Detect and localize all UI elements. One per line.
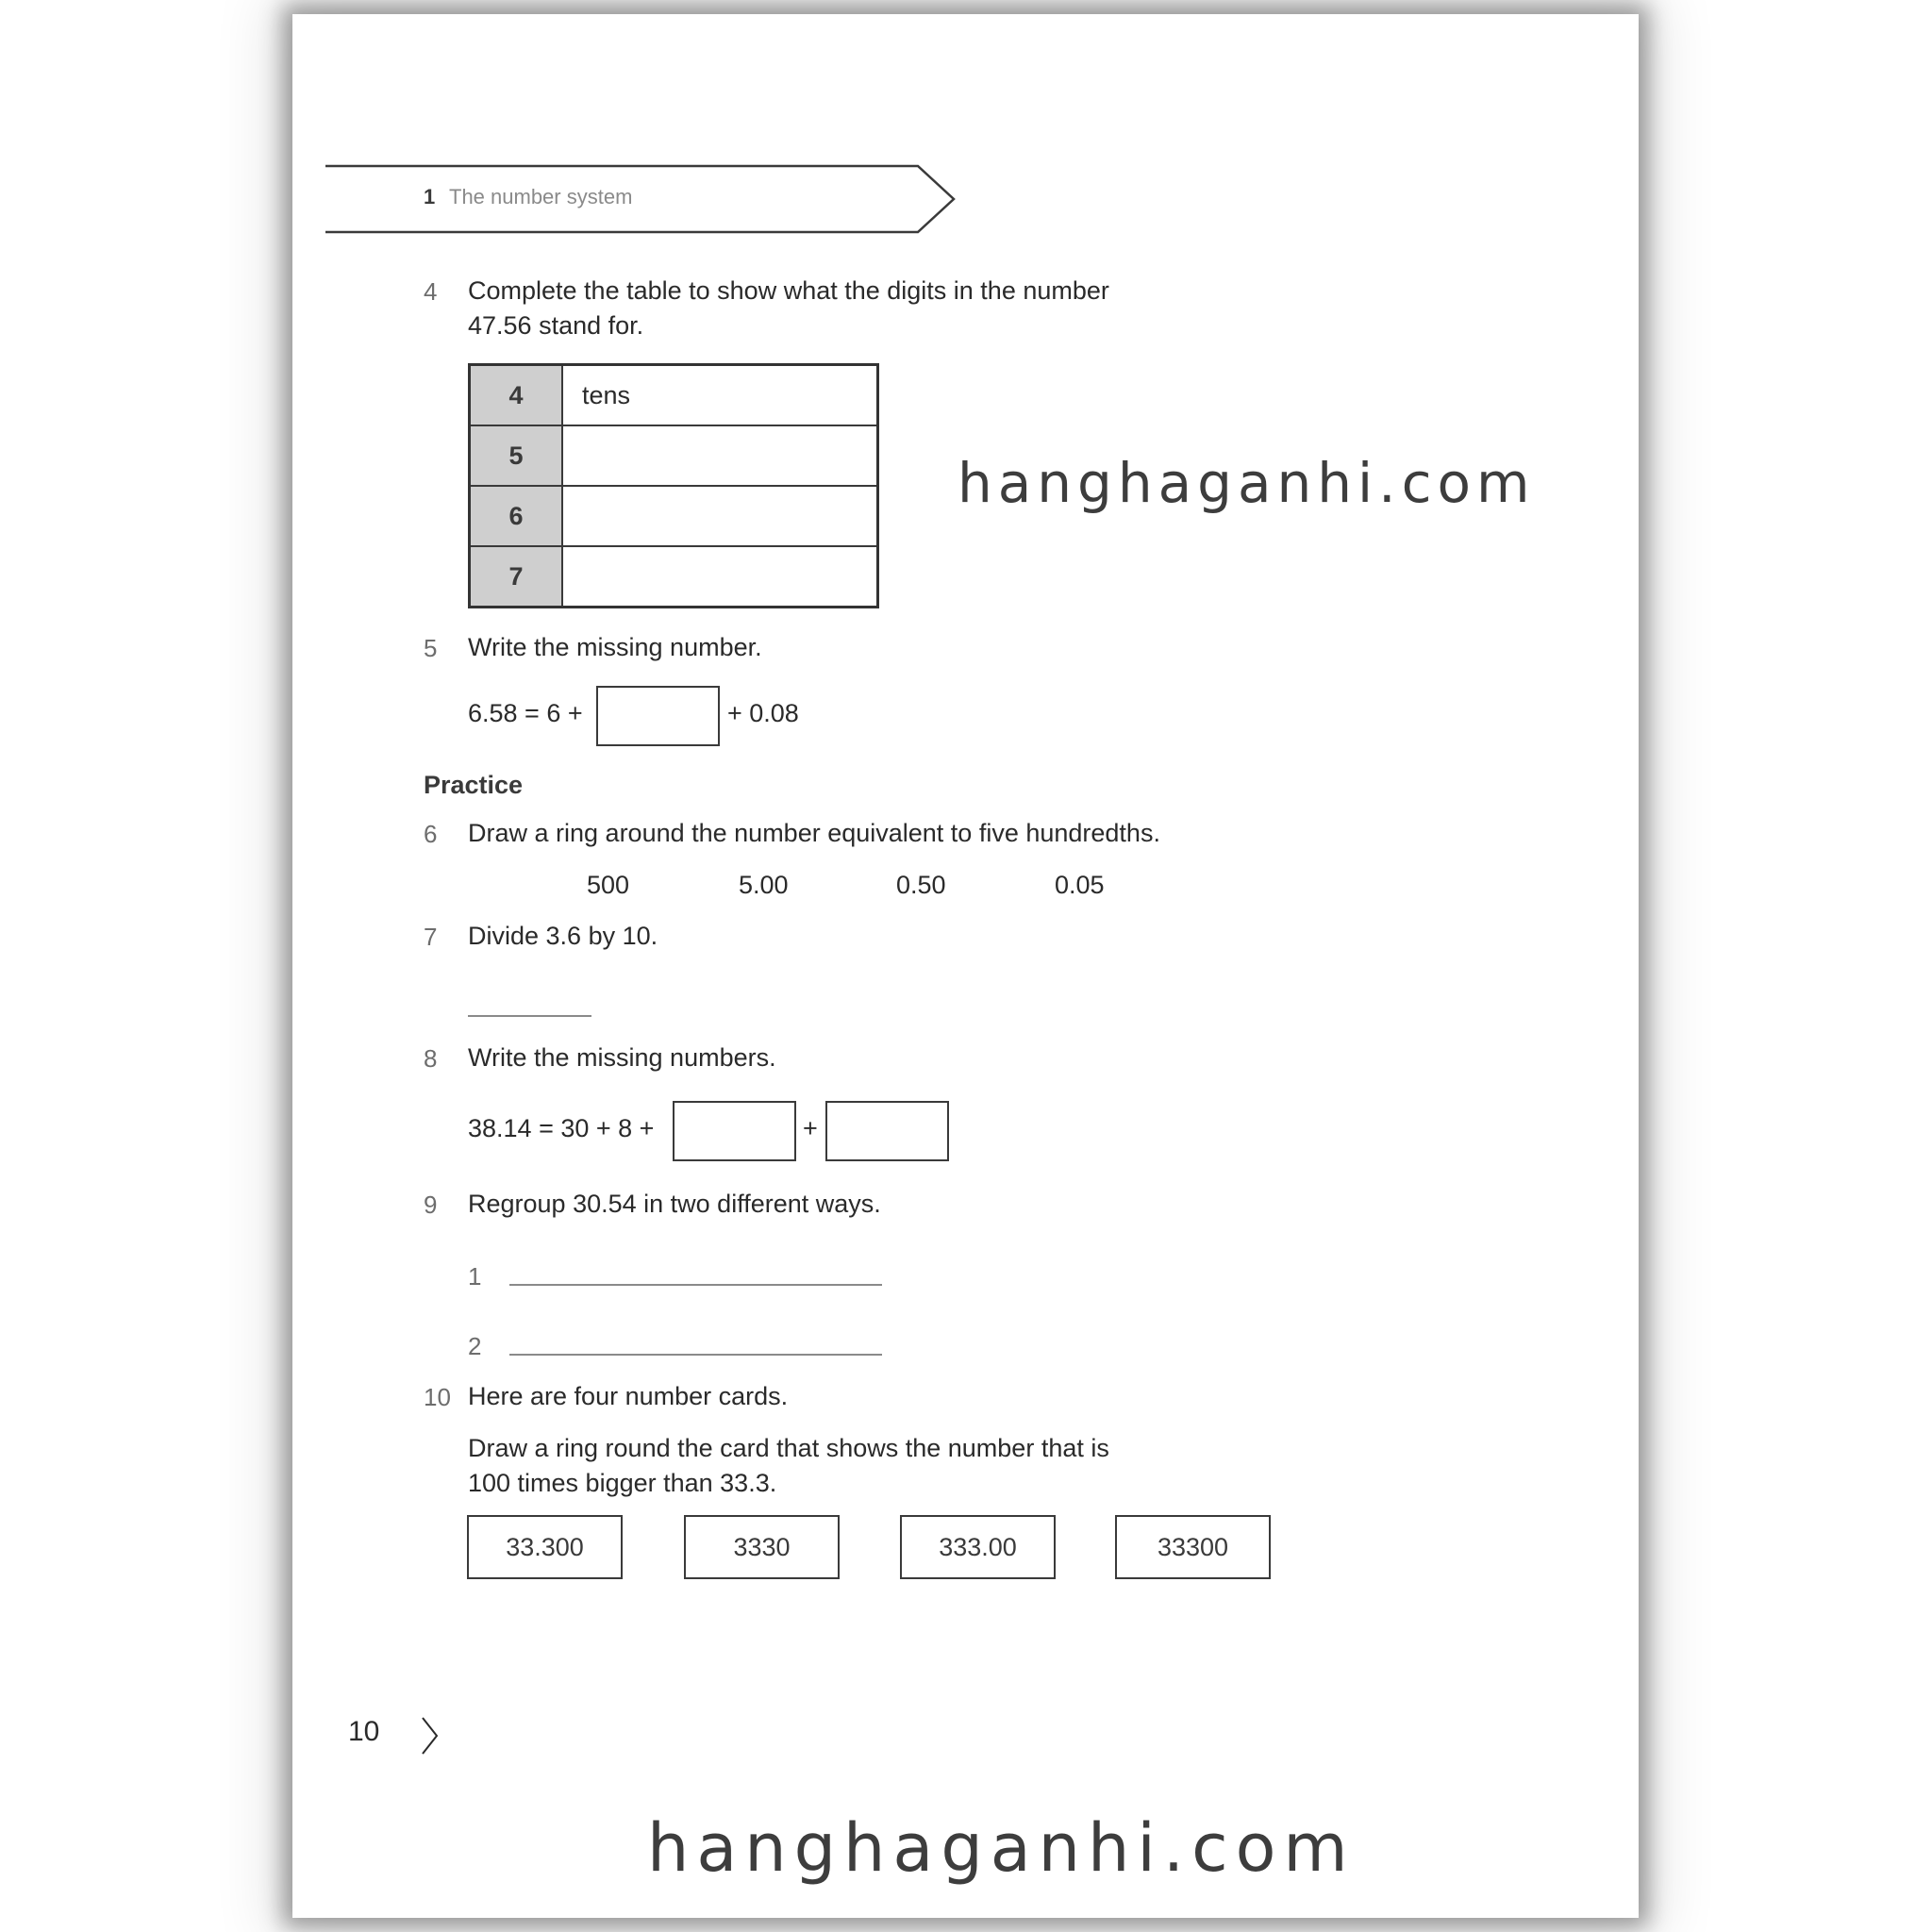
digit-cell: 6 (470, 486, 563, 546)
q9-answer-line-1[interactable] (509, 1284, 882, 1286)
q7-answer-line[interactable] (468, 1015, 591, 1017)
number-card[interactable]: 333.00 (900, 1515, 1056, 1579)
q9-way-label: 1 (468, 1262, 482, 1291)
table-row (470, 425, 878, 486)
table-row (470, 365, 878, 426)
place-value-answer-cell[interactable]: tens (562, 365, 878, 426)
q9-answer-line-2[interactable] (509, 1354, 882, 1356)
question-4-text-line1: Complete the table to show what the digits in the number (468, 276, 1109, 305)
q5-equation-right: + 0.08 (727, 699, 799, 727)
question-number-7: 7 (424, 923, 438, 951)
chapter-banner-arrow-icon (324, 160, 965, 238)
watermark-bottom: hanghaganhi.com (647, 1809, 1356, 1887)
q6-option[interactable]: 0.50 (896, 871, 946, 899)
practice-heading: Practice (424, 771, 524, 799)
digit-cell: 5 (470, 425, 563, 486)
number-card[interactable]: 3330 (684, 1515, 840, 1579)
q8-equation-left: 38.14 = 30 + 8 + (468, 1114, 655, 1142)
question-number-10: 10 (424, 1383, 451, 1411)
number-card[interactable]: 33.300 (467, 1515, 623, 1579)
question-8-text: Write the missing numbers. (468, 1043, 776, 1072)
digit-cell: 4 (470, 365, 563, 426)
digit-cell: 7 (470, 546, 563, 608)
q8-answer-box-2[interactable] (825, 1101, 949, 1161)
question-number-5: 5 (424, 634, 438, 662)
table-row (470, 546, 878, 608)
question-10-instruction-line1: Draw a ring round the card that shows the number that is (468, 1434, 1109, 1462)
place-value-answer-cell[interactable] (562, 486, 878, 546)
question-5-text: Write the missing number. (468, 633, 762, 661)
question-number-9: 9 (424, 1191, 438, 1219)
place-value-answer-cell[interactable] (562, 546, 878, 608)
question-number-8: 8 (424, 1044, 438, 1073)
q8-plus-sign: + (803, 1114, 818, 1142)
q8-answer-box-1[interactable] (673, 1101, 796, 1161)
question-6-text: Draw a ring around the number equivalent to five hundredths. (468, 819, 1160, 847)
chevron-right-icon (419, 1715, 441, 1757)
q9-way-label: 2 (468, 1332, 482, 1360)
place-value-table (468, 363, 879, 608)
question-4-text-line2: 47.56 stand for. (468, 311, 644, 340)
q5-answer-box[interactable] (596, 686, 720, 746)
watermark-top: hanghaganhi.com (958, 451, 1536, 515)
question-10-text: Here are four number cards. (468, 1382, 789, 1410)
table-row (470, 486, 878, 546)
q6-option[interactable]: 0.05 (1055, 871, 1105, 899)
q6-option[interactable]: 5.00 (739, 871, 789, 899)
page-number: 10 (348, 1716, 380, 1747)
question-9-text: Regroup 30.54 in two different ways. (468, 1190, 881, 1218)
place-value-answer-cell[interactable] (562, 425, 878, 486)
q5-equation-left: 6.58 = 6 + (468, 699, 583, 727)
question-7-text: Divide 3.6 by 10. (468, 922, 658, 950)
q6-option[interactable]: 500 (587, 871, 630, 899)
number-card[interactable]: 33300 (1115, 1515, 1271, 1579)
chapter-number: 1 (424, 185, 436, 208)
chapter-title: The number system (449, 185, 633, 208)
question-number-4: 4 (424, 277, 438, 306)
question-number-6: 6 (424, 820, 438, 848)
question-10-instruction-line2: 100 times bigger than 33.3. (468, 1469, 777, 1497)
